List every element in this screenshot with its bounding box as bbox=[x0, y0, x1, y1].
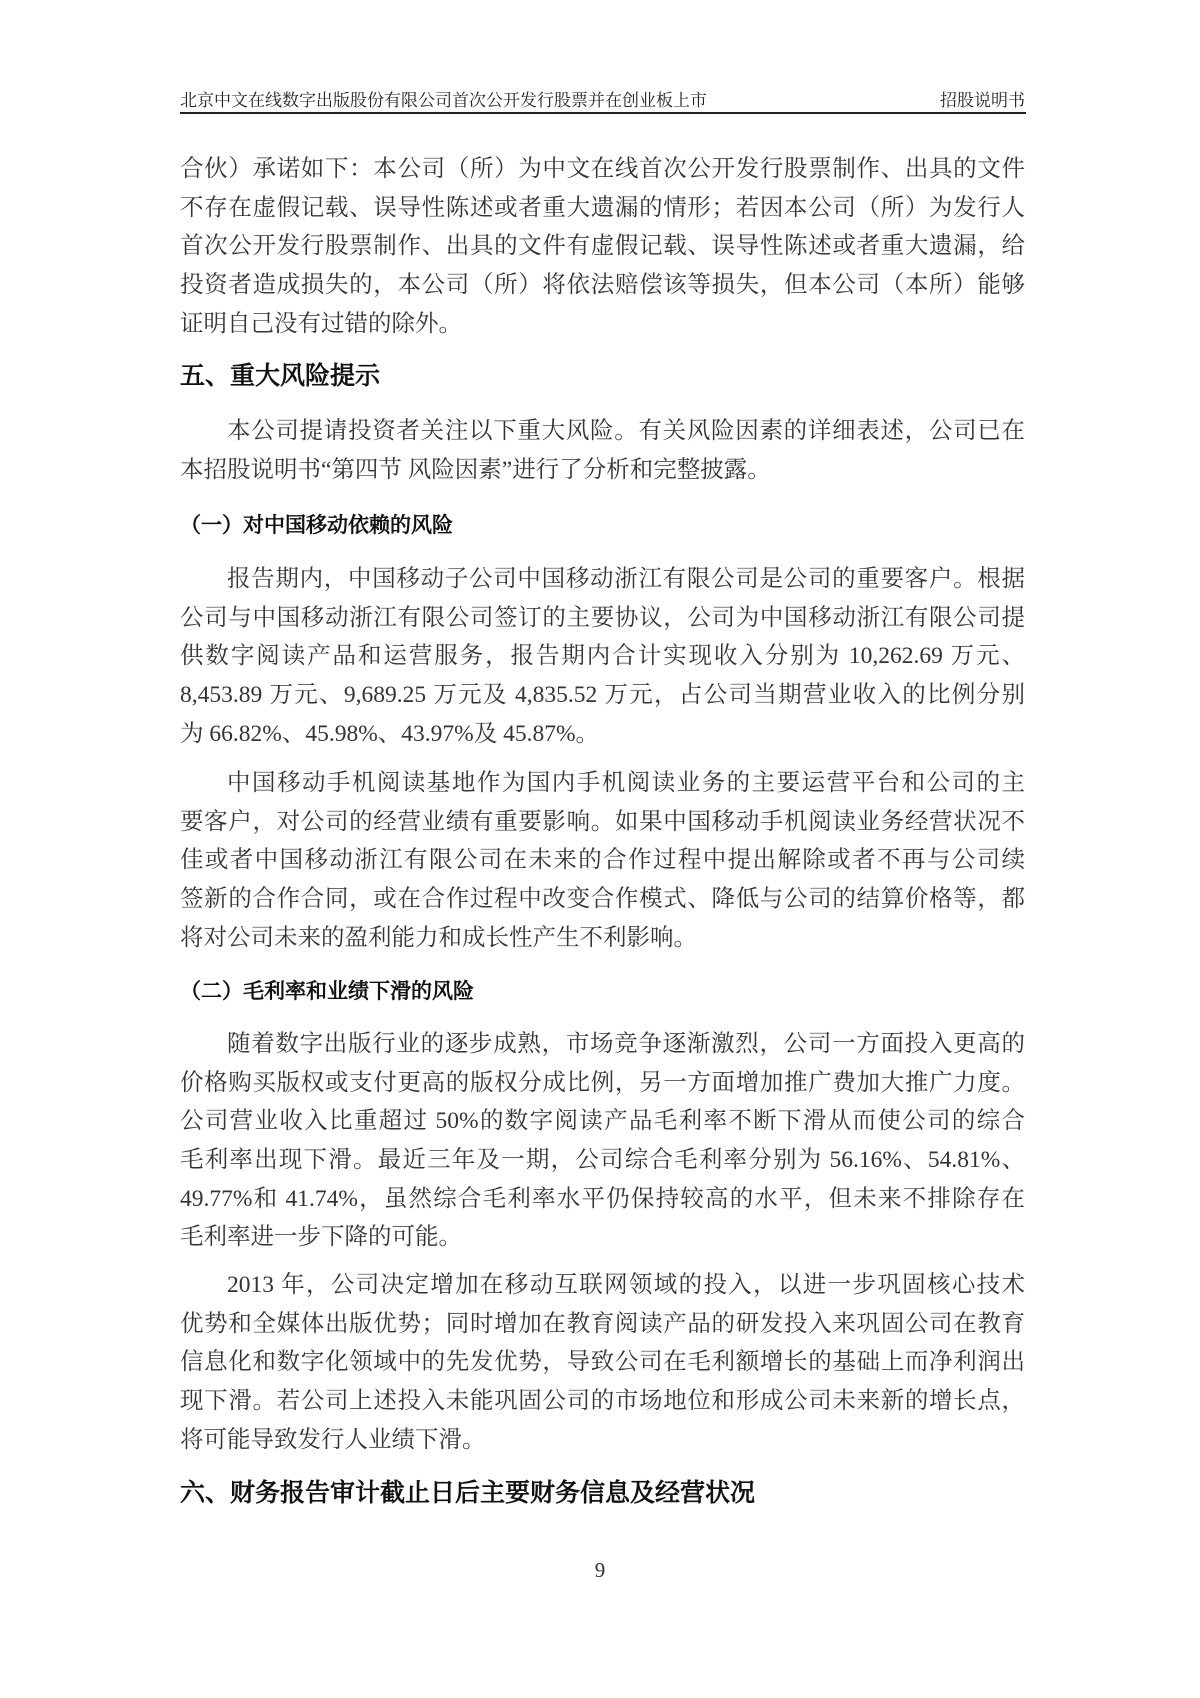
paragraph bbox=[180, 150, 1025, 343]
paragraph-line: 价格购买版权或支付更高的版权分成比例，另一方面增加推广费加大推广力度。 bbox=[180, 1069, 1025, 1096]
heading-block bbox=[180, 1474, 1025, 1512]
paragraph-line: 毛利率进一步下降的可能。 bbox=[180, 1224, 462, 1251]
heading-block bbox=[180, 506, 1025, 544]
paragraph-line: 本公司提请投资者关注以下重大风险。有关风险因素的详细表述，公司已在 bbox=[227, 418, 1025, 444]
section-heading: 六、财务报告审计截止日后主要财务信息及经营状况 bbox=[180, 1478, 756, 1507]
paragraph bbox=[180, 1266, 1025, 1459]
paragraph-line: 中国移动手机阅读基地作为国内手机阅读业务的主要运营平台和公司的主 bbox=[227, 770, 1025, 796]
heading-block bbox=[180, 357, 1025, 395]
paragraph-line: 不存在虚假记载、误导性陈述或者重大遗漏的情形；若因本公司（所）为发行人 bbox=[180, 194, 1025, 221]
paragraph bbox=[180, 412, 1025, 489]
header-rule bbox=[180, 112, 1026, 114]
subsection-heading: （一）对中国移动依赖的风险 bbox=[180, 513, 453, 537]
paragraph-line: 现下滑。若公司上述投入未能巩固公司的市场地位和形成公司未来新的增长点， bbox=[180, 1388, 1025, 1415]
paragraph-line: 报告期内，中国移动子公司中国移动浙江有限公司是公司的重要客户。根据 bbox=[227, 566, 1025, 592]
paragraph-line: 2013 年，公司决定增加在移动互联网领域的投入，以进一步巩固核心技术 bbox=[227, 1272, 1025, 1298]
paragraph-line: 合伙）承诺如下：本公司（所）为中文在线首次公开发行股票制作、出具的文件 bbox=[180, 156, 1025, 182]
paragraph bbox=[180, 560, 1025, 753]
running-header-title: 北京中文在线数字出版股份有限公司首次公开发行股票并在创业板上市 bbox=[180, 91, 707, 110]
paragraph-line: 将对公司未来的盈利能力和成长性产生不利影响。 bbox=[180, 924, 697, 951]
paragraph-line: 首次公开发行股票制作、出具的文件有虚假记载、误导性陈述或者重大遗漏，给 bbox=[180, 233, 1025, 260]
paragraph bbox=[180, 1025, 1025, 1257]
page-number: 9 bbox=[594, 1558, 606, 1582]
section-heading: 五、重大风险提示 bbox=[180, 361, 381, 390]
paragraph-line: 毛利率出现下滑。最近三年及一期，公司综合毛利率分别为 56.16%、54.81%、 bbox=[180, 1147, 1025, 1174]
paragraph-line: 为 66.82%、45.98%、43.97%及 45.87%。 bbox=[180, 720, 600, 747]
paragraph-line: 公司营业收入比重超过 50%的数字阅读产品毛利率不断下滑从而使公司的综合 bbox=[180, 1108, 1025, 1135]
running-header-doc-type: 招股说明书 bbox=[940, 91, 1025, 110]
paragraph-line: 优势和全媒体出版优势；同时增加在教育阅读产品的研发投入来巩固公司在教育 bbox=[180, 1310, 1025, 1337]
paragraph-line: 要客户，对公司的经营业绩有重要影响。如果中国移动手机阅读业务经营状况不 bbox=[180, 808, 1025, 835]
paragraph-line: 供数字阅读产品和运营服务，报告期内合计实现收入分别为 10,262.69 万元、 bbox=[180, 643, 1025, 670]
paragraph-line: 本招股说明书“第四节 风险因素”进行了分析和完整披露。 bbox=[180, 456, 771, 483]
paragraph-line: 8,453.89 万元、9,689.25 万元及 4,835.52 万元，占公司当期营业收入的比例分别 bbox=[180, 682, 1025, 709]
paragraph-line: 签新的合作合同，或在合作过程中改变合作模式、降低与公司的结算价格等，都 bbox=[180, 886, 1025, 913]
heading-block bbox=[180, 972, 1025, 1010]
subsection-heading: （二）毛利率和业绩下滑的风险 bbox=[180, 979, 474, 1003]
paragraph bbox=[180, 764, 1025, 957]
paragraph-line: 将可能导致发行人业绩下滑。 bbox=[180, 1426, 486, 1453]
paragraph-line: 公司与中国移动浙江有限公司签订的主要协议，公司为中国移动浙江有限公司提 bbox=[180, 604, 1025, 631]
paragraph-line: 随着数字出版行业的逐步成熟，市场竞争逐渐激烈，公司一方面投入更高的 bbox=[227, 1031, 1025, 1057]
paragraph-line: 佳或者中国移动浙江有限公司在未来的合作过程中提出解除或者不再与公司续 bbox=[180, 847, 1025, 874]
paragraph-line: 投资者造成损失的，本公司（所）将依法赔偿该等损失，但本公司（本所）能够 bbox=[180, 272, 1025, 299]
paragraph-line: 49.77%和 41.74%，虽然综合毛利率水平仍保持较高的水平，但未来不排除存在 bbox=[180, 1185, 1025, 1212]
paragraph-line: 信息化和数字化领域中的先发优势，导致公司在毛利额增长的基础上而净利润出 bbox=[180, 1349, 1025, 1376]
paragraph-line: 证明自己没有过错的除外。 bbox=[180, 310, 462, 337]
